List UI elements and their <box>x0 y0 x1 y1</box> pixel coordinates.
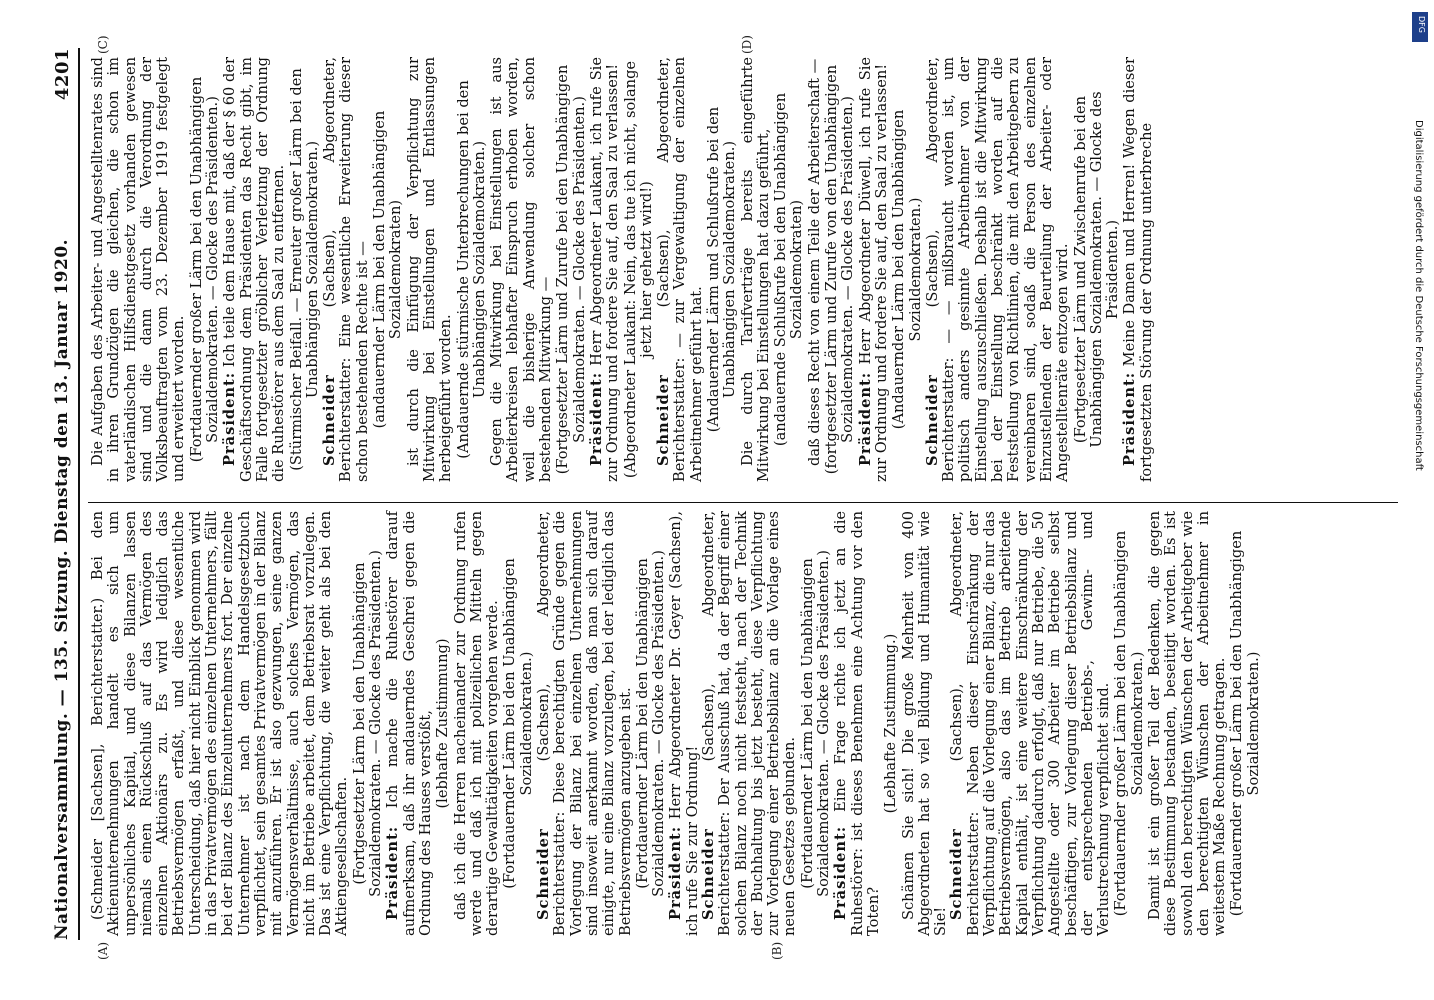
speech-paragraph <box>322 57 371 482</box>
body-paragraph: Damit ist ein großer Teil der Bedenken, die gegen diese Bestimmung bestanden, beseitigt worden. Es ist sowohl den berechtigten Wünschen der Arbeitgeber wie den berechtigten Wünschen der Arbeitnehmer in weitestem Maße Rechnung getragen. <box>1146 511 1229 936</box>
interjection: (Abgeordneter Laukant: Nein, das tue ich nicht, solange jetzt hier gehetzt wird!) <box>621 60 655 479</box>
speech-text: (Sachsen), Abgeordneter, Berichterstatter: — zur Vergewaltigung der einzelnen Arbeitnehmer geführt hat. <box>655 57 705 482</box>
margin-mark-a: (A) <box>96 941 110 960</box>
interjection: (Fortdauernder großer Lärm bei den Unabhängigen Sozialdemokraten.) <box>1112 530 1146 917</box>
speech-paragraph <box>656 57 705 482</box>
body-paragraph: daß dieses Recht von einem Teile der Arbeiterschaft — <box>805 58 823 466</box>
speaker-name: Schneider <box>948 828 966 920</box>
speech-paragraph <box>668 511 701 936</box>
speaker-name: Schneider <box>699 828 717 920</box>
speaker-name: Präsident: <box>221 371 239 466</box>
speaker-name: Präsident: <box>587 371 605 466</box>
speech-text: (Sachsen), Abgeordneter, Berichterstatter: Diese berechtigten Gründe gegen die Vorlegung der Bilanz bei einzelnen Unternehmungen sind insoweit anerkannt worden, daß man sich darauf einigte, nur eine Bilanz vorzulegen, bei der lediglich das Betriebsvermögen anzugeben ist. <box>535 511 634 936</box>
interjection: (fortgesetzter Lärm und Zurufe von den Unabhängigen Sozialdemokraten. — Glocke des Präsidenten.) <box>823 64 857 475</box>
speech-text: Eine Frage richte ich jetzt an die Ruhestörer: ist dieses Benehmen eine Achtung vor den Toten? <box>832 511 882 936</box>
interjection: (Andauernder Lärm bei den Unabhängigen Sozialdemokraten.) <box>890 109 924 430</box>
page-header <box>40 48 80 940</box>
interjection: (andauernde Schlußrufe bei den Unabhängigen Sozialdemokraten) <box>772 92 806 447</box>
right-column <box>90 57 1155 482</box>
running-title: Nationalversammlung. — 135. Sitzung. Dienstag den 13. Januar 1920. <box>52 238 72 940</box>
body-paragraph: ist durch die Einfügung der Verpflichtung zur Mitwirkung bei Einstellungen und Entlassungen herbeigeführt worden. <box>404 57 455 482</box>
body-paragraph: Gegen die Mitwirkung bei Einstellungen ist aus Arbeiterkreisen lebhafter Einspruch erhoben worden, weil die bisherige Anwendung solcher schon bestehenden Mitwirkung — <box>488 57 555 482</box>
speaker-name: Schneider <box>321 374 339 466</box>
interjection: (Fortdauernder Lärm bei den Unabhängigen Sozialdemokraten.) <box>501 558 535 889</box>
interjection: (Fortdauernder großer Lärm bei den Unabhängigen Sozialdemokraten.) <box>1228 530 1262 917</box>
speech-text: (Sachsen), Abgeordneter, Berichterstatter: Der Ausschuß hat, da der Begriff einer solchen Bilanz noch nicht feststeht, nach der Technik der Buchhaltung bis jetzt besteht, diese Verpflichtung zur Vorlegung einer Betriebsbilanz an die Vorlage eines neuen Gesetzes gebunden. <box>699 511 799 936</box>
body-paragraph: daß ich die Herren nacheinander zur Ordnung rufen werde und daß ich mit polizeilichen Mitteln gegen derartige Gewalttätigkeiten vorgehen werde. <box>451 511 502 936</box>
speech-paragraph <box>536 511 634 936</box>
dfg-logo: DFG <box>1412 12 1428 42</box>
speech-paragraph <box>949 511 1112 936</box>
speech-text: Ich teile dem Hause mit, daß der § 60 der Geschäftsordnung dem Präsidenten das Recht gibt, im Falle fortgesetzter gröblicher Verletzung der Ordnung die Ruhestörer aus dem Saal zu entfernen. <box>221 56 288 482</box>
interjection: (Lebhafte Zustimmung.) <box>882 633 900 814</box>
left-column <box>90 511 1263 936</box>
interjection: (Fortgesetzter Lärm und Zurufe bei den Unabhängigen Sozialdemokraten. — Glocke des Präsidenten.) <box>554 64 588 475</box>
speech-text: Herr Abgeordneter Dr. Geyer (Sachsen), ich rufe Sie zur Ordnung! <box>667 511 701 936</box>
speech-paragraph <box>925 57 1072 482</box>
margin-mark-d: (D) <box>740 35 754 54</box>
speech-text: (Sachsen), Abgeordneter, Berichterstatter: — — mißbraucht worden ist, um politisch anders gesinnte Arbeitnehmer von der Einstellung auszuschließen. Deshalb ist die Mitwirkung bei der Einstellung beschränkt worden auf die Feststellung von Richtlinien, die mit den Arbeitgebern zu vereinbaren sind, sodaß die Person des einzelnen Einzustellenden der Beurteilung der Arbeiter- oder Angestelltenräte entzogen wird. <box>923 57 1072 482</box>
speaker-name: Präsident: <box>856 371 874 466</box>
page-number: 4201 <box>52 48 73 101</box>
margin-mark-c: (C) <box>96 35 110 54</box>
speech-paragraph <box>222 57 287 482</box>
interjection: (Fortdauernder großer Lärm bei den Unabhängigen Sozialdemokraten. — Glocke des Präsidenten.) <box>187 76 222 463</box>
interjection: (Fortgesetzter Lärm und Zwischenrufe bei den Unabhängigen Sozialdemokraten. — Glocke des Präsidenten.) <box>1071 91 1122 448</box>
speaker-name: Präsident: <box>667 825 685 920</box>
body-paragraph: Die durch Tarifverträge bereits eingeführte Mitwirkung bei Einstellungen hat dazu geführt, <box>738 57 772 482</box>
interjection: (andauernder Lärm bei den Unabhängigen Sozialdemokraten) <box>371 110 405 429</box>
speech-text: (Sachsen), Abgeordneter, Berichterstatter: Neben dieser Einschränkung der Verpflichtung auf die Vorlegung einer Bilanz, die nur das Betriebsvermögen, also das im Betrieb arbeitende Kapital enthält, ist eine weitere Einschränkung der Verpflichtung dadurch erfolgt, daß nur Betriebe, die 50 Angestellte oder 300 Arbeiter im Betriebe selbst beschäftigen, zur Vorlegung dieser Betriebsbilanz und der entsprechenden Betriebs-, Gewinn- und Verlustrechnung verpflichtet sind. <box>948 511 1113 936</box>
body-paragraph: Schämen Sie sich! Die große Mehrheit von 400 Abgeordneten hat so viel Bildung und Humanität wie Sie! <box>899 511 950 936</box>
digitization-credit <box>1412 120 1426 880</box>
body-paragraph: Die Aufgaben des Arbeiter- und Angestelltenrates sind in ihren Grundzügen die gleichen, die schon im vaterländischen Hilfsdienstgesetz vorhanden gewesen sind und die dann durch die Verordnung der Volksbeauftragten vom 23. Dezember 1919 festgelegt und erweitert worden. <box>89 57 188 482</box>
speech-paragraph <box>1122 57 1155 482</box>
body-paragraph: (Schneider [Sachsen], Berichterstatter.) Bei den Aktienunternehmungen handelt es sich um unpersönliches Kapital, und diese Bilanzen lassen niemals einen Rückschluß auf das Vermögen des einzelnen Aktionärs zu. Es wird lediglich das Betriebsvermögen erfaßt, und diese wesentliche Unterscheidung, daß hier nicht Einblick genommen wird in das Privatvermögen des einzelnen Unternehmers, fällt bei der Bilanz des Einzelunternehmers fort. Der einzelne Unternehmer ist nach dem Handelsgesetzbuch verpflichtet, sein gesamtes Privatvermögen in der Bilanz mit anzuführen. Er ist also gezwungen, seine ganzen Vermögensverhältnisse, auch solches Vermögen, das nicht im Betriebe arbeitet, dem Betriebsrat vorzulegen. Das ist eine Verpflichtung, die weiter geht als bei den Aktiengesellschaften. <box>89 511 351 936</box>
interjection: (Stürmischer Beifall. — Erneuter großer Lärm bei den Unabhängigen Sozialdemokraten.) <box>287 68 321 471</box>
header-rule <box>78 48 80 940</box>
speech-text: Meine Damen und Herren! Wegen dieser fortgesetzten Störung der Ordnung unterbreche <box>1121 56 1155 482</box>
speech-text: Herr Abgeordneter Düwell, ich rufe Sie zur Ordnung und fordere Sie auf, den Saal zu verlassen! <box>856 57 890 482</box>
speech-paragraph <box>833 511 882 936</box>
interjection: (Fortdauernder Lärm bei den Unabhängigen Sozialdemokraten. — Glocke des Präsidenten.) <box>798 550 833 897</box>
interjection: (Fortgesetzter Lärm bei den Unabhängigen Sozialdemokraten. — Glocke des Präsidenten.) <box>350 550 385 897</box>
speech-text: Ich mache die Ruhestörer darauf aufmerksam, daß ihr andauerndes Geschrei gegen die Ordnung des Hauses verstößt, <box>384 511 434 936</box>
interjection: (Andauernder Lärm und Schlußrufe bei den Unabhängigen Sozialdemokraten.) <box>704 106 739 433</box>
speech-text: (Sachsen), Abgeordneter, Berichterstatter: Eine wesentliche Erweiterung dieser schon bestehenden Rechte ist — <box>321 57 371 482</box>
column-divider <box>88 502 1398 503</box>
speaker-name: Präsident: <box>1121 371 1139 466</box>
speech-paragraph <box>385 511 434 936</box>
interjection: (lebhafte Zustimmung) <box>434 638 452 809</box>
speaker-name: Schneider <box>923 374 941 466</box>
speaker-name: Schneider <box>655 374 673 466</box>
margin-mark-b: (B) <box>770 941 784 960</box>
speaker-name: Präsident: <box>832 825 850 920</box>
speaker-name: Präsident: <box>384 825 402 920</box>
speaker-name: Schneider <box>535 828 553 920</box>
interjection: (Andauernde stürmische Unterbrechungen bei den Unabhängigen Sozialdemokraten.) <box>454 80 488 459</box>
interjection: (Fortdauernder Lärm bei den Unabhängigen Sozialdemokraten. — Glocke des Präsidenten.) <box>633 550 668 897</box>
credit-text: Digitalisierung gefördert durch die Deutsche Forschungsgemeinschaft <box>1413 120 1424 471</box>
speech-text: Herr Abgeordneter Laukant, ich rufe Sie zur Ordnung und fordere Sie auf, den Saal zu verlassen! <box>587 57 622 482</box>
speech-paragraph <box>858 57 891 482</box>
speech-paragraph <box>701 511 799 936</box>
speech-paragraph <box>589 57 622 482</box>
